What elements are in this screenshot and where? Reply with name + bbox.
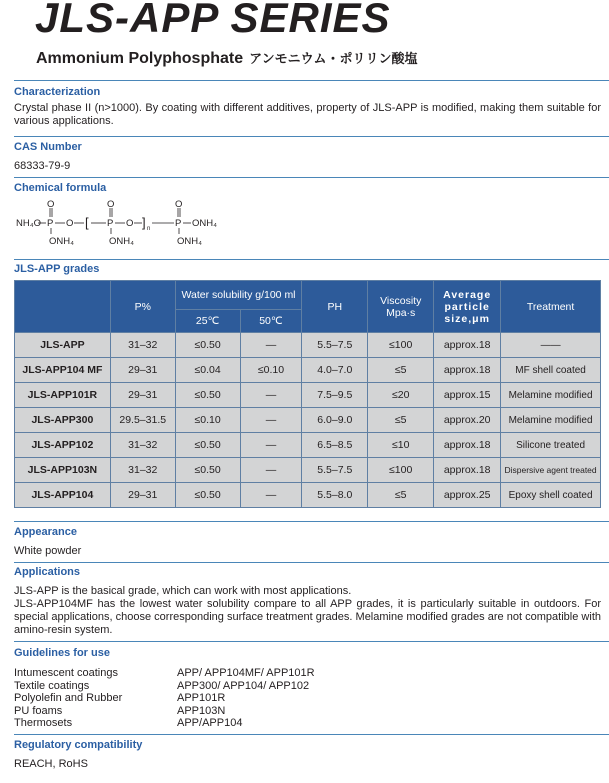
formula-p1: P — [47, 218, 54, 229]
characterization-heading: Characterization — [14, 86, 101, 98]
table-row — [15, 358, 601, 383]
header-25c: 25℃ — [175, 310, 240, 333]
solubility-50c: — — [240, 483, 302, 508]
treatment-value: —— — [501, 333, 601, 358]
size-value: approx.18 — [434, 458, 501, 483]
cas-section — [14, 141, 601, 173]
grade-name: JLS-APP103N — [15, 458, 111, 483]
guidelines-heading: Guidelines for use — [14, 647, 110, 659]
appearance-section — [14, 526, 601, 558]
size-value: approx.18 — [434, 358, 501, 383]
solubility-25c: ≤0.50 — [175, 383, 240, 408]
formula-sub1: ONH₄ — [49, 236, 74, 247]
size-value: approx.18 — [434, 433, 501, 458]
solubility-25c: ≤0.10 — [175, 408, 240, 433]
chemical-formula-diagram — [16, 200, 256, 252]
chemical-heading: Chemical formula — [14, 182, 107, 194]
solubility-50c: ≤0.10 — [240, 358, 302, 383]
header-viscosity: Viscosity Mpa·s — [368, 281, 434, 333]
formula-sub2: ONH₄ — [109, 236, 134, 247]
guideline-use: Intumescent coatings — [14, 667, 118, 679]
grade-name: JLS-APP — [15, 333, 111, 358]
formula-p3: P — [175, 218, 182, 229]
grade-name: JLS-APP104 — [15, 483, 111, 508]
size-value: approx.25 — [434, 483, 501, 508]
page-title: JLS-APP SERIES — [35, 0, 391, 41]
formula-left-group: NH₄O — [16, 218, 41, 229]
header-water: Water solubility g/100 ml — [175, 281, 302, 310]
grade-name: JLS-APP102 — [15, 433, 111, 458]
table-row — [15, 383, 601, 408]
header-grade — [15, 281, 111, 333]
guidelines-list — [14, 667, 601, 730]
solubility-25c: ≤0.04 — [175, 358, 240, 383]
regulatory-section — [14, 739, 601, 771]
viscosity-value: ≤20 — [368, 383, 434, 408]
guideline-use: Polyolefin and Rubber — [14, 692, 123, 704]
p-value: 29–31 — [110, 383, 175, 408]
solubility-25c: ≤0.50 — [175, 483, 240, 508]
header-size: Average particle size,μm — [434, 281, 501, 333]
ph-value: 7.5–9.5 — [302, 383, 368, 408]
p-value: 29.5–31.5 — [110, 408, 175, 433]
svg-text:]: ] — [142, 215, 146, 230]
header-ph: PH — [302, 281, 368, 333]
applications-line1: JLS-APP is the basical grade, which can work with most applications. — [14, 585, 352, 597]
table-row — [15, 433, 601, 458]
ph-value: 4.0–7.0 — [302, 358, 368, 383]
size-value: approx.20 — [434, 408, 501, 433]
table-row — [15, 483, 601, 508]
applications-heading: Applications — [14, 566, 81, 578]
p-value: 29–31 — [110, 358, 175, 383]
grade-name: JLS-APP101R — [15, 383, 111, 408]
viscosity-value: ≤5 — [368, 358, 434, 383]
formula-o-top1: O — [47, 200, 55, 210]
table-row — [15, 408, 601, 433]
treatment-value: Dispersive agent treated — [501, 458, 601, 483]
formula-sub3: ONH₄ — [177, 236, 202, 247]
guideline-grades: APP103N — [177, 704, 226, 717]
guideline-use: Textile coatings — [14, 679, 90, 692]
solubility-50c: — — [240, 408, 302, 433]
grade-name: JLS-APP104 MF — [15, 358, 111, 383]
divider — [14, 734, 609, 735]
viscosity-value: ≤5 — [368, 483, 434, 508]
subtitle-jp: アンモニウム・ポリリン酸塩 — [249, 51, 418, 66]
divider — [14, 562, 609, 563]
divider — [14, 80, 609, 81]
viscosity-value: ≤5 — [368, 408, 434, 433]
solubility-50c: — — [240, 458, 302, 483]
regulatory-heading: Regulatory compatibility — [14, 739, 143, 751]
regulatory-value: REACH, RoHS — [14, 758, 88, 770]
p-value: 31–32 — [110, 458, 175, 483]
page-subtitle — [36, 48, 417, 68]
ph-value: 6.5–8.5 — [302, 433, 368, 458]
size-value: approx.15 — [434, 383, 501, 408]
guidelines-section — [14, 647, 601, 730]
solubility-50c: — — [240, 333, 302, 358]
header-treatment: Treatment — [501, 281, 601, 333]
divider — [14, 521, 609, 522]
cas-heading: CAS Number — [14, 141, 82, 153]
divider — [14, 641, 609, 642]
appearance-heading: Appearance — [14, 526, 77, 538]
p-value: 31–32 — [110, 433, 175, 458]
formula-o-top3: O — [175, 200, 183, 210]
p-value: 31–32 — [110, 333, 175, 358]
ph-value: 5.5–8.0 — [302, 483, 368, 508]
ph-value: 5.5–7.5 — [302, 458, 368, 483]
divider — [14, 177, 609, 178]
cas-value: 68333-79-9 — [14, 160, 71, 172]
guideline-use: Thermosets — [14, 717, 73, 729]
svg-text:[: [ — [85, 215, 89, 230]
table-row — [15, 333, 601, 358]
ph-value: 5.5–7.5 — [302, 333, 368, 358]
solubility-25c: ≤0.50 — [175, 458, 240, 483]
appearance-value: White powder — [14, 545, 82, 557]
divider — [14, 259, 609, 260]
characterization-text: Crystal phase II (n>1000). By coating with different additives, property of JLS-APP is modified, making them suitable for various applications. — [14, 102, 601, 127]
formula-n: n — [147, 226, 151, 232]
treatment-value: MF shell coated — [501, 358, 601, 383]
treatment-value: Epoxy shell coated — [501, 483, 601, 508]
viscosity-value: ≤10 — [368, 433, 434, 458]
treatment-value: Melamine modified — [501, 408, 601, 433]
divider — [14, 136, 609, 137]
guideline-use: PU foams — [14, 704, 63, 717]
grades-heading: JLS-APP grades — [14, 263, 100, 275]
applications-section — [14, 566, 601, 637]
guideline-grades: APP101R — [177, 692, 226, 704]
grades-section — [14, 263, 601, 275]
viscosity-value: ≤100 — [368, 333, 434, 358]
solubility-50c: — — [240, 383, 302, 408]
formula-o-top2: O — [107, 200, 115, 210]
chemical-section — [14, 182, 601, 194]
treatment-value: Melamine modified — [501, 383, 601, 408]
applications-line2: JLS-APP104MF has the lowest water solubility compare to all APP grades, it is particularly suitable in outdoors. For special applications, choose corresponding surface treatment grades. Melamine modified grades are not compatible with amino-resin system. — [14, 598, 601, 636]
subtitle-en: Ammonium Polyphosphate — [36, 50, 244, 67]
grades-table — [14, 280, 601, 508]
header-50c: 50℃ — [240, 310, 302, 333]
solubility-25c: ≤0.50 — [175, 333, 240, 358]
characterization-section — [14, 86, 601, 128]
solubility-25c: ≤0.50 — [175, 433, 240, 458]
guideline-grades: APP/ APP104MF/ APP101R — [177, 667, 315, 679]
grade-name: JLS-APP300 — [15, 408, 111, 433]
guideline-grades: APP/APP104 — [177, 717, 243, 729]
formula-o1: O — [66, 218, 74, 229]
size-value: approx.18 — [434, 333, 501, 358]
table-row — [15, 458, 601, 483]
header-p: P% — [110, 281, 175, 333]
formula-o2: O — [126, 218, 134, 229]
solubility-50c: — — [240, 433, 302, 458]
treatment-value: Silicone treated — [501, 433, 601, 458]
formula-right-group: ONH₄ — [192, 218, 217, 229]
guideline-grades: APP300/ APP104/ APP102 — [177, 679, 310, 692]
p-value: 29–31 — [110, 483, 175, 508]
formula-p2: P — [107, 218, 114, 229]
ph-value: 6.0–9.0 — [302, 408, 368, 433]
viscosity-value: ≤100 — [368, 458, 434, 483]
